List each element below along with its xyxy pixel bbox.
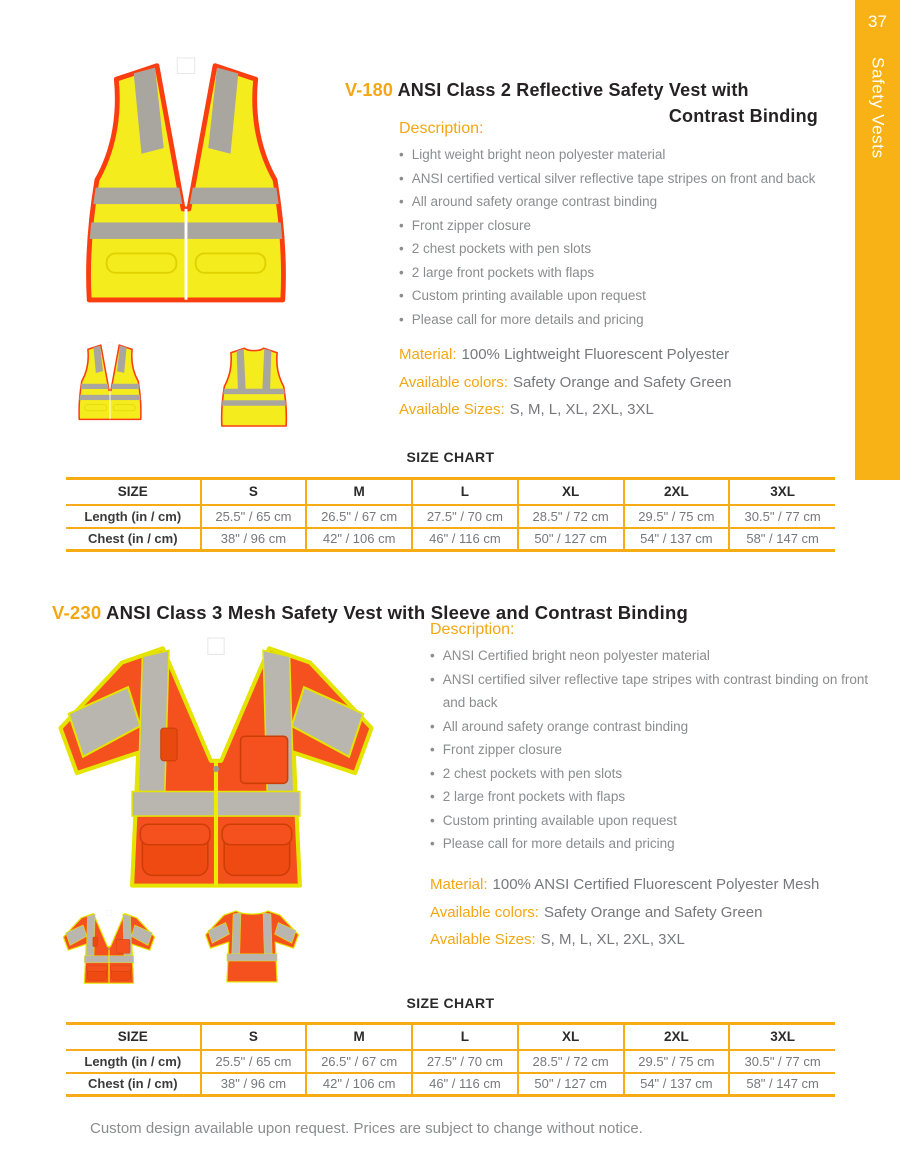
table-cell: 46" / 116 cm [412,1073,518,1096]
v180-vest-back-thumbnail [212,345,296,435]
v230-description-label: Description: [430,621,515,638]
column-header: 2XL [624,479,730,505]
table-row [66,505,835,528]
list-item: • All around safety orange contrast binding [399,190,847,214]
page-number: 37 [868,12,887,31]
table-row [66,1050,835,1073]
table-header-row [66,479,835,505]
column-header: 3XL [729,1024,835,1050]
table-cell: 50" / 127 cm [518,528,624,551]
column-header: 3XL [729,479,835,505]
v180-colors-value: Safety Orange and Safety Green [512,374,732,391]
v230-size-chart-title: SIZE CHART [406,995,495,1011]
footer-disclaimer: Custom design available upon request. Prices are subject to change without notice. [90,1120,643,1137]
v180-vest-front-thumbnail [70,342,150,428]
column-header: L [412,1024,518,1050]
list-item: • 2 large front pockets with flaps [399,261,847,285]
list-item: • Light weight bright neon polyester material [399,143,847,167]
v180-vest-front-image [60,56,312,327]
column-header: XL [518,1024,624,1050]
table-cell: 58" / 147 cm [729,1073,835,1096]
v230-vest-front-thumbnail [58,910,160,988]
table-cell: 42" / 106 cm [306,528,412,551]
list-item: • Please call for more details and pricing [399,308,847,332]
table-cell: 58" / 147 cm [729,528,835,551]
column-header: SIZE [117,1029,148,1045]
v180-material-label: Material: [399,346,457,363]
list-item: • ANSI certified silver reflective tape stripes with contrast binding on front and back [430,668,882,715]
table-cell: 30.5" / 77 cm [729,505,835,528]
v180-sizes-value: S, M, L, XL, 2XL, 3XL [509,401,654,418]
v180-colors-label: Available colors: [399,374,508,391]
table-cell: 46" / 116 cm [412,528,518,551]
list-item: • Custom printing available upon request [430,809,882,833]
table-cell: 30.5" / 77 cm [729,1050,835,1073]
v230-vest-front-image [42,636,390,902]
sidebar-tab [855,0,900,480]
list-item: • 2 large front pockets with flaps [430,785,882,809]
table-cell: 25.5" / 65 cm [201,1050,307,1073]
sidebar-label: Safety Vests [868,57,888,159]
v180-material [399,346,729,363]
v180-title-text: ANSI Class 2 Reflective Safety Vest with [397,80,749,101]
v230-title-text: ANSI Class 3 Mesh Safety Vest with Sleeve and Contrast Binding [106,602,688,624]
table-cell: 38" / 96 cm [201,528,307,551]
column-header: M [306,1024,412,1050]
v230-description [430,621,882,856]
list-item: • Front zipper closure [399,214,847,238]
list-item: • Custom printing available upon request [399,284,847,308]
v230-material [430,876,819,893]
v230-colors-label: Available colors: [430,904,539,921]
list-item: • 2 chest pockets with pen slots [430,762,882,786]
v180-material-value: 100% Lightweight Fluorescent Polyester [461,346,730,363]
v230-material-label: Material: [430,876,488,893]
column-header: S [201,1024,307,1050]
v230-size-chart [66,1022,835,1097]
column-header: SIZE [117,484,148,500]
v180-description [399,120,847,331]
column-header: XL [518,479,624,505]
table-cell: 28.5" / 72 cm [518,1050,624,1073]
v180-description-label: Description: [399,120,484,137]
table-cell: 29.5" / 75 cm [624,1050,730,1073]
v180-available-sizes [399,401,654,418]
column-header: S [201,479,307,505]
list-item: • Front zipper closure [430,738,882,762]
row-label: Chest (in / cm) [87,531,178,547]
table-cell: 28.5" / 72 cm [518,505,624,528]
v230-available-sizes [430,931,685,948]
column-header: L [412,479,518,505]
table-cell: 27.5" / 70 cm [412,505,518,528]
v180-sizes-label: Available Sizes: [399,401,505,418]
table-cell: 50" / 127 cm [518,1073,624,1096]
column-header: 2XL [624,1024,730,1050]
list-item: • ANSI Certified bright neon polyester material [430,644,882,668]
v230-available-colors [430,904,762,921]
list-item: • ANSI certified vertical silver reflective tape stripes on front and back [399,167,847,191]
v180-size-chart [66,477,835,552]
v180-available-colors [399,374,731,391]
v230-sizes-value: S, M, L, XL, 2XL, 3XL [540,931,685,948]
v180-size-chart-title: SIZE CHART [406,449,495,465]
table-cell: 54" / 137 cm [624,528,730,551]
table-cell: 25.5" / 65 cm [201,505,307,528]
row-label: Length (in / cm) [84,508,182,524]
v180-product-code: V-180 [345,80,394,101]
table-cell: 42" / 106 cm [306,1073,412,1096]
column-header: M [306,479,412,505]
table-cell: 26.5" / 67 cm [306,1050,412,1073]
v230-material-value: 100% ANSI Certified Fluorescent Polyester Mesh [492,876,820,893]
table-cell: 29.5" / 75 cm [624,505,730,528]
table-cell: 38" / 96 cm [201,1073,307,1096]
list-item: • Please call for more details and pricing [430,832,882,856]
table-row [66,1073,835,1096]
table-cell: 26.5" / 67 cm [306,505,412,528]
list-item: • 2 chest pockets with pen slots [399,237,847,261]
v230-product-code: V-230 [52,602,102,624]
v230-vest-back-thumbnail [200,907,304,987]
list-item: • All around safety orange contrast binding [430,715,882,739]
v230-colors-value: Safety Orange and Safety Green [543,904,763,921]
v230-sizes-label: Available Sizes: [430,931,536,948]
v180-title-line2: Contrast Binding [668,106,818,127]
v180-title-line1 [345,78,818,102]
table-row [66,528,835,551]
row-label: Length (in / cm) [84,1053,182,1069]
row-label: Chest (in / cm) [87,1076,178,1092]
table-cell: 27.5" / 70 cm [412,1050,518,1073]
table-header-row [66,1024,835,1050]
table-cell: 54" / 137 cm [624,1073,730,1096]
